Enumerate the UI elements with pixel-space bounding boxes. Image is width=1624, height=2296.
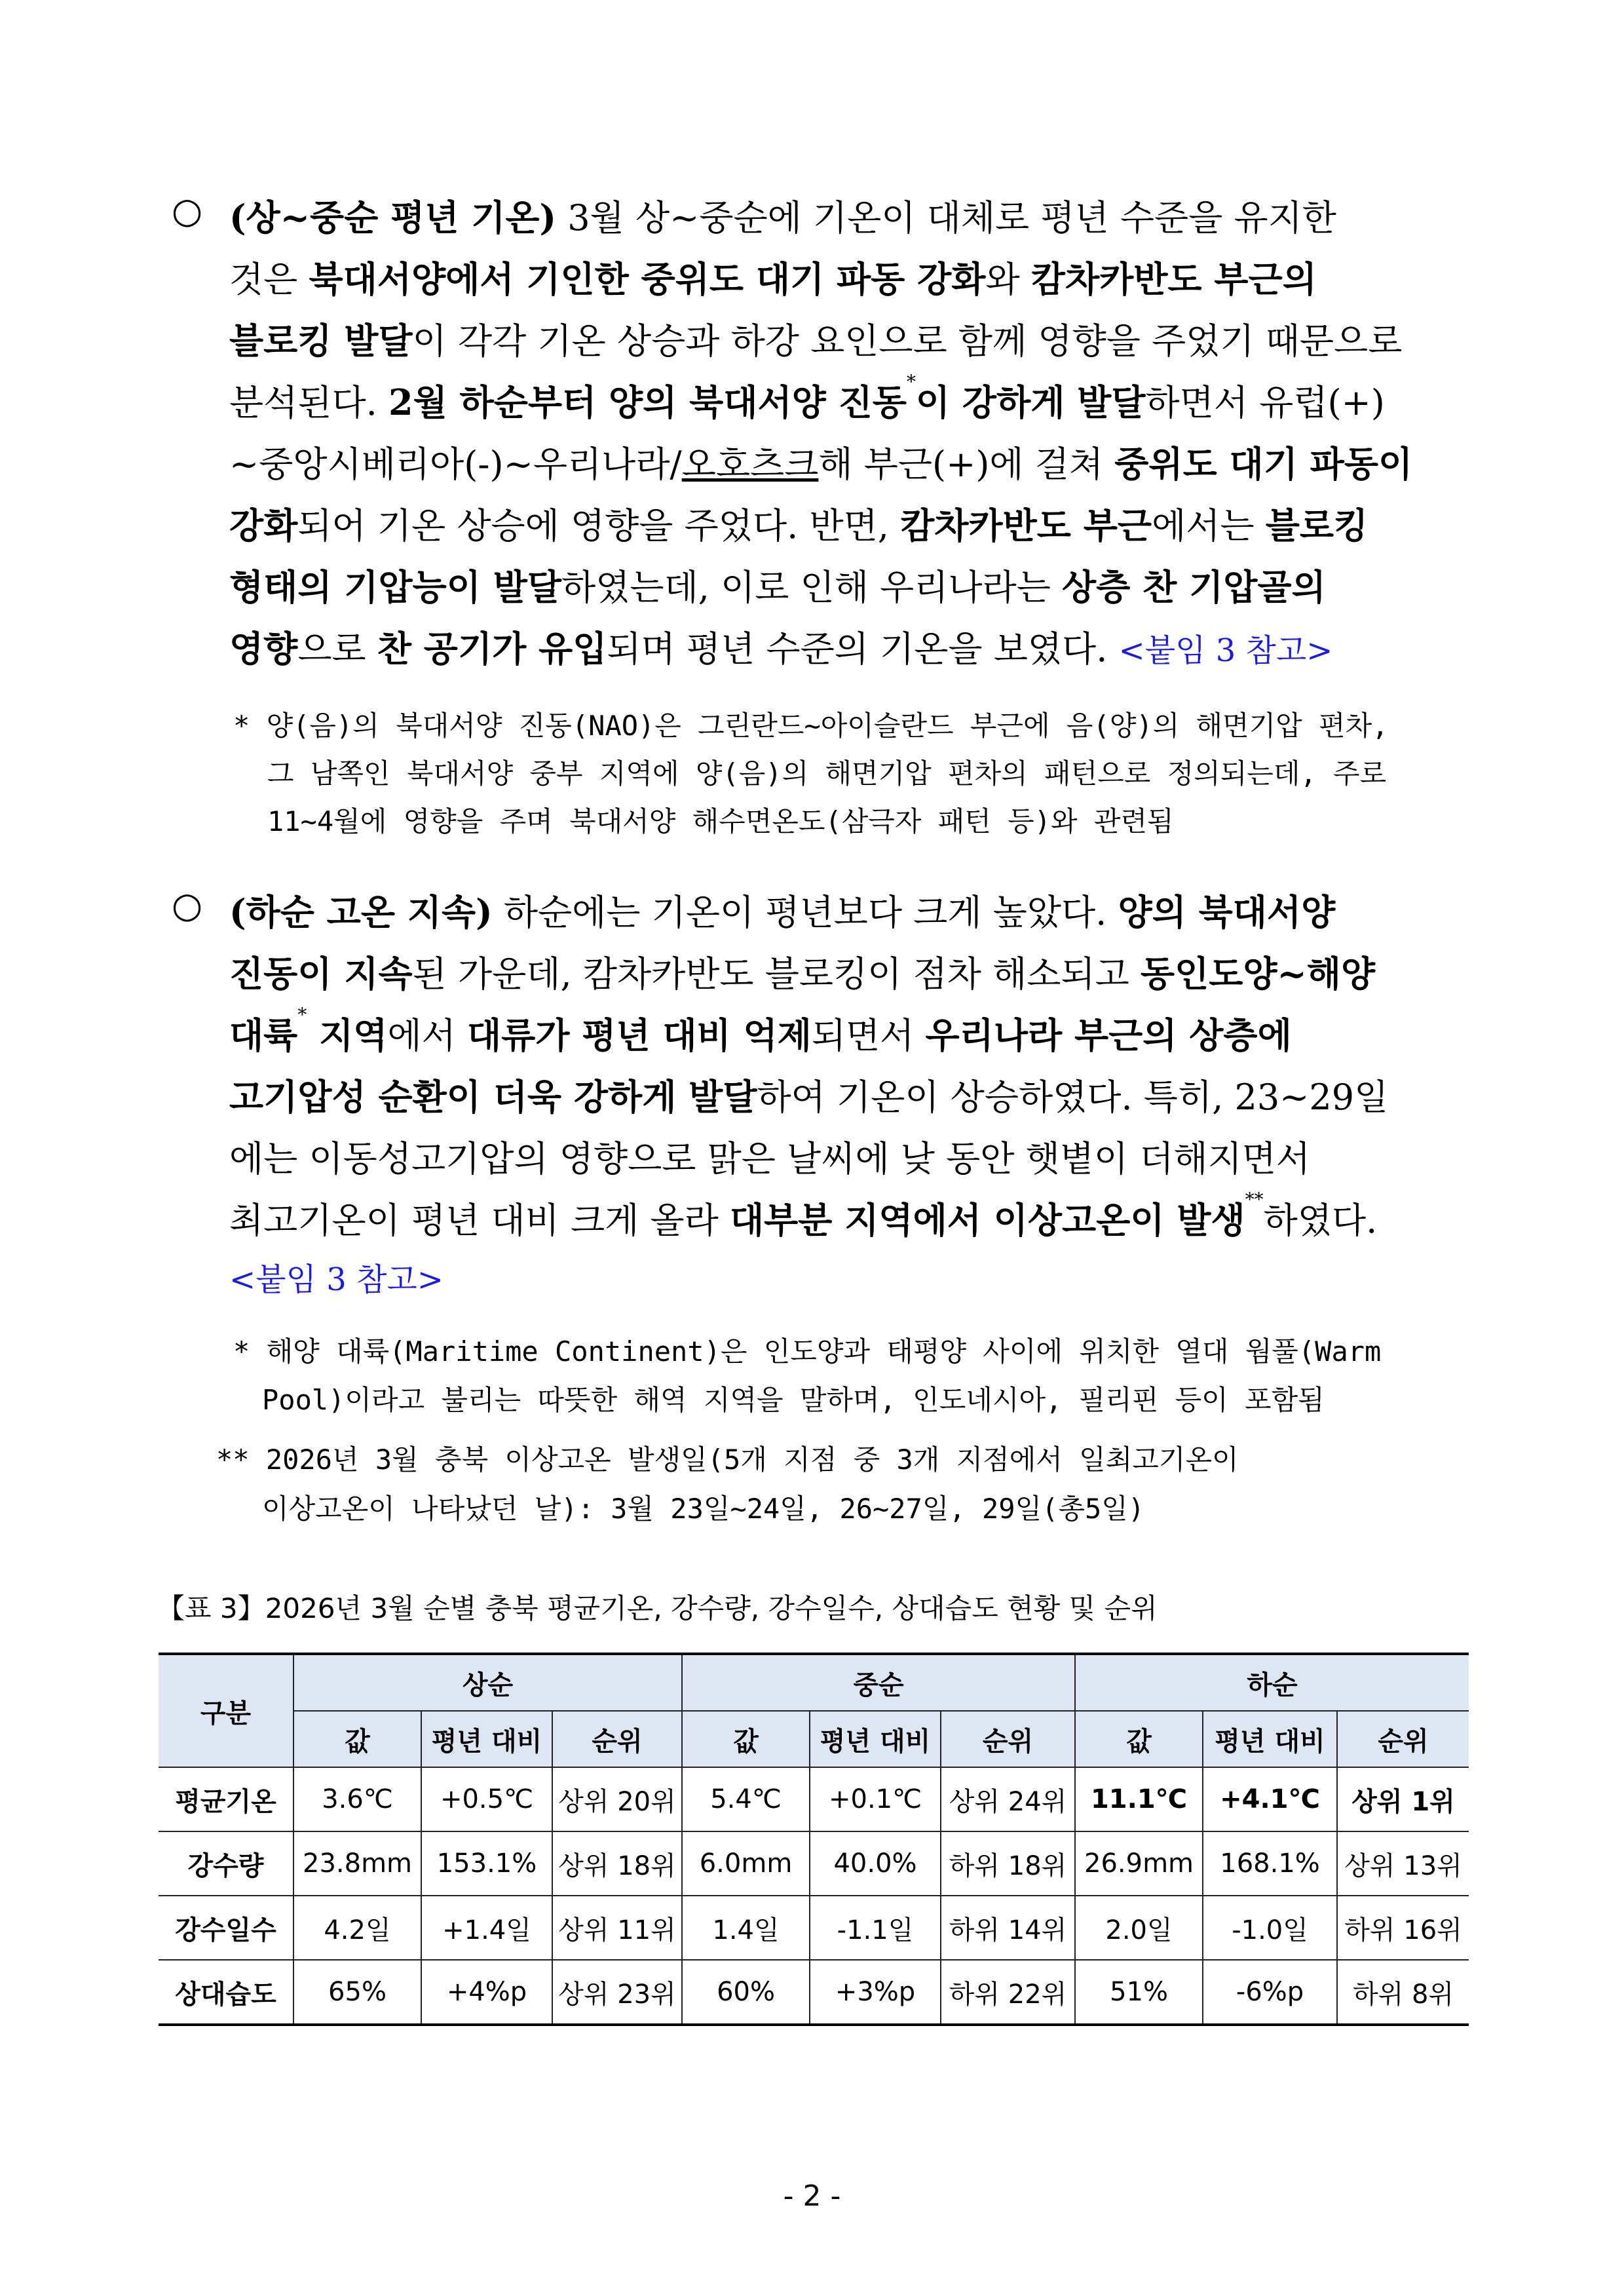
table-cell: 상위 20위 bbox=[552, 1767, 682, 1831]
table-cell: -1.0일 bbox=[1203, 1896, 1337, 1960]
subheader-rank: 순위 bbox=[941, 1711, 1075, 1767]
table-cell: +3%p bbox=[810, 1960, 941, 2025]
subheader-vs-normal: 평년 대비 bbox=[421, 1711, 552, 1767]
subheader-value: 값 bbox=[1075, 1711, 1203, 1767]
paragraph-line: 진동이 지속된 가운데, 캄차카반도 블로킹이 점차 해소되고 동인도양~해양 bbox=[229, 953, 1376, 995]
table-cell: 상위 1위 bbox=[1337, 1767, 1469, 1831]
bullet-circle: ○ bbox=[172, 885, 203, 926]
paragraph-line: (상~중순 평년 기온) 3월 상~중순에 기온이 대체로 평년 수준을 유지한 bbox=[229, 197, 1336, 239]
paragraph-line: 강화되어 기온 상승에 영향을 주었다. 반면, 캄차카반도 부근에서는 블로킹 bbox=[229, 505, 1369, 546]
paragraph-line: (하순 고온 지속) 하순에는 기온이 평년보다 크게 높았다. 양의 북대서양 bbox=[229, 891, 1336, 933]
table-cell: 하위 18위 bbox=[941, 1831, 1075, 1896]
table-cell: 상위 13위 bbox=[1337, 1831, 1469, 1896]
paragraph-line: 에는 이동성고기압의 영향으로 맑은 날씨에 낮 동안 햇볕이 더해지면서 bbox=[229, 1138, 1311, 1179]
paragraph-line bbox=[229, 1254, 444, 1299]
table-cell: +4%p bbox=[421, 1960, 552, 2025]
bullet-circle: ○ bbox=[172, 190, 203, 231]
table-cell: 153.1% bbox=[421, 1831, 552, 1896]
footnote-line: 이상고온이 나타났던 날): 3월 23일~24일, 26~27일, 29일(총5일) bbox=[262, 1493, 1145, 1525]
table-cell: 26.9mm bbox=[1075, 1831, 1203, 1896]
table-cell: 51% bbox=[1075, 1960, 1203, 2025]
table-cell: +4.1℃ bbox=[1203, 1767, 1337, 1831]
paragraph-line: 분석된다. 2월 하순부터 양의 북대서양 진동*이 강하게 발달하면서 유럽(+) bbox=[229, 371, 1385, 423]
table-row bbox=[159, 1896, 1469, 1960]
table-cell: -6%p bbox=[1203, 1960, 1337, 2025]
subheader-vs-normal: 평년 대비 bbox=[1203, 1711, 1337, 1767]
footnote-line: * 양(음)의 북대서양 진동(NAO)은 그린란드~아이슬란드 부근에 음(양)의 해면기압 편차, bbox=[233, 710, 1389, 742]
table-cell: 하위 8위 bbox=[1337, 1960, 1469, 2025]
table-cell: 3.6℃ bbox=[293, 1767, 421, 1831]
row-label: 강수량 bbox=[159, 1831, 293, 1896]
table-cell: 5.4℃ bbox=[682, 1767, 810, 1831]
table-cell: 하위 22위 bbox=[941, 1960, 1075, 2025]
reference-link[interactable]: <붙임 3 참고> bbox=[229, 1261, 444, 1298]
paragraph-line: 고기압성 순환이 더욱 강하게 발달하여 기온이 상승하였다. 특히, 23~29일 bbox=[229, 1076, 1389, 1118]
table-cell: 상위 18위 bbox=[552, 1831, 682, 1896]
footnote-line: ** 2026년 3월 충북 이상고온 발생일(5개 지점 중 3개 지점에서 일최고기온이 bbox=[216, 1444, 1239, 1476]
paragraph-line: 최고기온이 평년 대비 크게 올라 대부분 지역에서 이상고온이 발생**하였다. bbox=[229, 1189, 1378, 1241]
table-cell: 168.1% bbox=[1203, 1831, 1337, 1896]
paragraph-line: 영향으로 찬 공기가 유입되며 평년 수준의 기온을 보였다. <붙임 3 참고> bbox=[229, 628, 1333, 670]
table-cell: 하위 14위 bbox=[941, 1896, 1075, 1960]
table-cell: +0.1℃ bbox=[810, 1767, 941, 1831]
row-label: 강수일수 bbox=[159, 1896, 293, 1960]
footnote-line: 11~4월에 영향을 주며 북대서양 해수면온도(삼극자 패턴 등)와 관련됨 bbox=[267, 805, 1174, 837]
period-header: 상순 bbox=[293, 1654, 682, 1711]
table-row bbox=[159, 1767, 1469, 1831]
footnote-line: Pool)이라고 불리는 따뜻한 해역 지역을 말하며, 인도네시아, 필리핀 등이 포함됨 bbox=[262, 1384, 1325, 1416]
section-heading: (상~중순 평년 기온) bbox=[229, 197, 557, 239]
paragraph-line: 대륙* 지역에서 대류가 평년 대비 억제되면서 우리나라 부근의 상층에 bbox=[229, 1004, 1292, 1056]
paragraph-line: 것은 북대서양에서 기인한 중위도 대기 파동 강화와 캄차카반도 부근의 bbox=[229, 258, 1317, 300]
table-cell: +0.5℃ bbox=[421, 1767, 552, 1831]
period-header: 중순 bbox=[682, 1654, 1075, 1711]
table-cell: 11.1℃ bbox=[1075, 1767, 1203, 1831]
table-cell: 2.0일 bbox=[1075, 1896, 1203, 1960]
reference-link[interactable]: <붙임 3 참고> bbox=[1118, 632, 1333, 669]
paragraph-line: 형태의 기압능이 발달하였는데, 이로 인해 우리나라는 상층 찬 기압골의 bbox=[229, 566, 1326, 608]
subheader-vs-normal: 평년 대비 bbox=[810, 1711, 941, 1767]
subheader-rank: 순위 bbox=[1337, 1711, 1469, 1767]
section-heading: (하순 고온 지속) bbox=[229, 891, 493, 933]
table-cell: 60% bbox=[682, 1960, 810, 2025]
subheader-value: 값 bbox=[293, 1711, 421, 1767]
table-cell: +1.4일 bbox=[421, 1896, 552, 1960]
table-cell: 하위 16위 bbox=[1337, 1896, 1469, 1960]
table-cell: 23.8mm bbox=[293, 1831, 421, 1896]
row-label: 평균기온 bbox=[159, 1767, 293, 1831]
footnote-line: 그 남쪽인 북대서양 중부 지역에 양(음)의 해면기압 편차의 패턴으로 정의되는데, 주로 bbox=[267, 757, 1387, 790]
table-cell: -1.1일 bbox=[810, 1896, 941, 1960]
stats-table bbox=[159, 1653, 1469, 2026]
period-header: 하순 bbox=[1075, 1654, 1469, 1711]
subheader-rank: 순위 bbox=[552, 1711, 682, 1767]
paragraph-line: ~중앙시베리아(-)~우리나라/오호츠크해 부근(+)에 걸쳐 중위도 대기 파동이 bbox=[229, 443, 1413, 485]
table-cell: 상위 24위 bbox=[941, 1767, 1075, 1831]
row-label: 상대습도 bbox=[159, 1960, 293, 2025]
table-cell: 65% bbox=[293, 1960, 421, 2025]
subheader-value: 값 bbox=[682, 1711, 810, 1767]
table-row bbox=[159, 1831, 1469, 1896]
table-cell: 6.0mm bbox=[682, 1831, 810, 1896]
table-row bbox=[159, 1960, 1469, 2025]
page-number: - 2 - bbox=[783, 2179, 841, 2213]
footnote-line: * 해양 대륙(Maritime Continent)은 인도양과 태평양 사이에 위치한 열대 웜풀(Warm bbox=[233, 1335, 1382, 1368]
table-cell: 상위 11위 bbox=[552, 1896, 682, 1960]
table-cell: 40.0% bbox=[810, 1831, 941, 1896]
table-cell: 4.2일 bbox=[293, 1896, 421, 1960]
table-cell: 상위 23위 bbox=[552, 1960, 682, 2025]
table-caption: 【표 3】2026년 3월 순별 충북 평균기온, 강수량, 강수일수, 상대습도 현황 및 순위 bbox=[157, 1592, 1158, 1624]
table-corner-header: 구분 bbox=[159, 1654, 293, 1767]
table-cell: 1.4일 bbox=[682, 1896, 810, 1960]
paragraph-line: 블로킹 발달이 각각 기온 상승과 하강 요인으로 함께 영향을 주었기 때문으로 bbox=[229, 320, 1403, 362]
